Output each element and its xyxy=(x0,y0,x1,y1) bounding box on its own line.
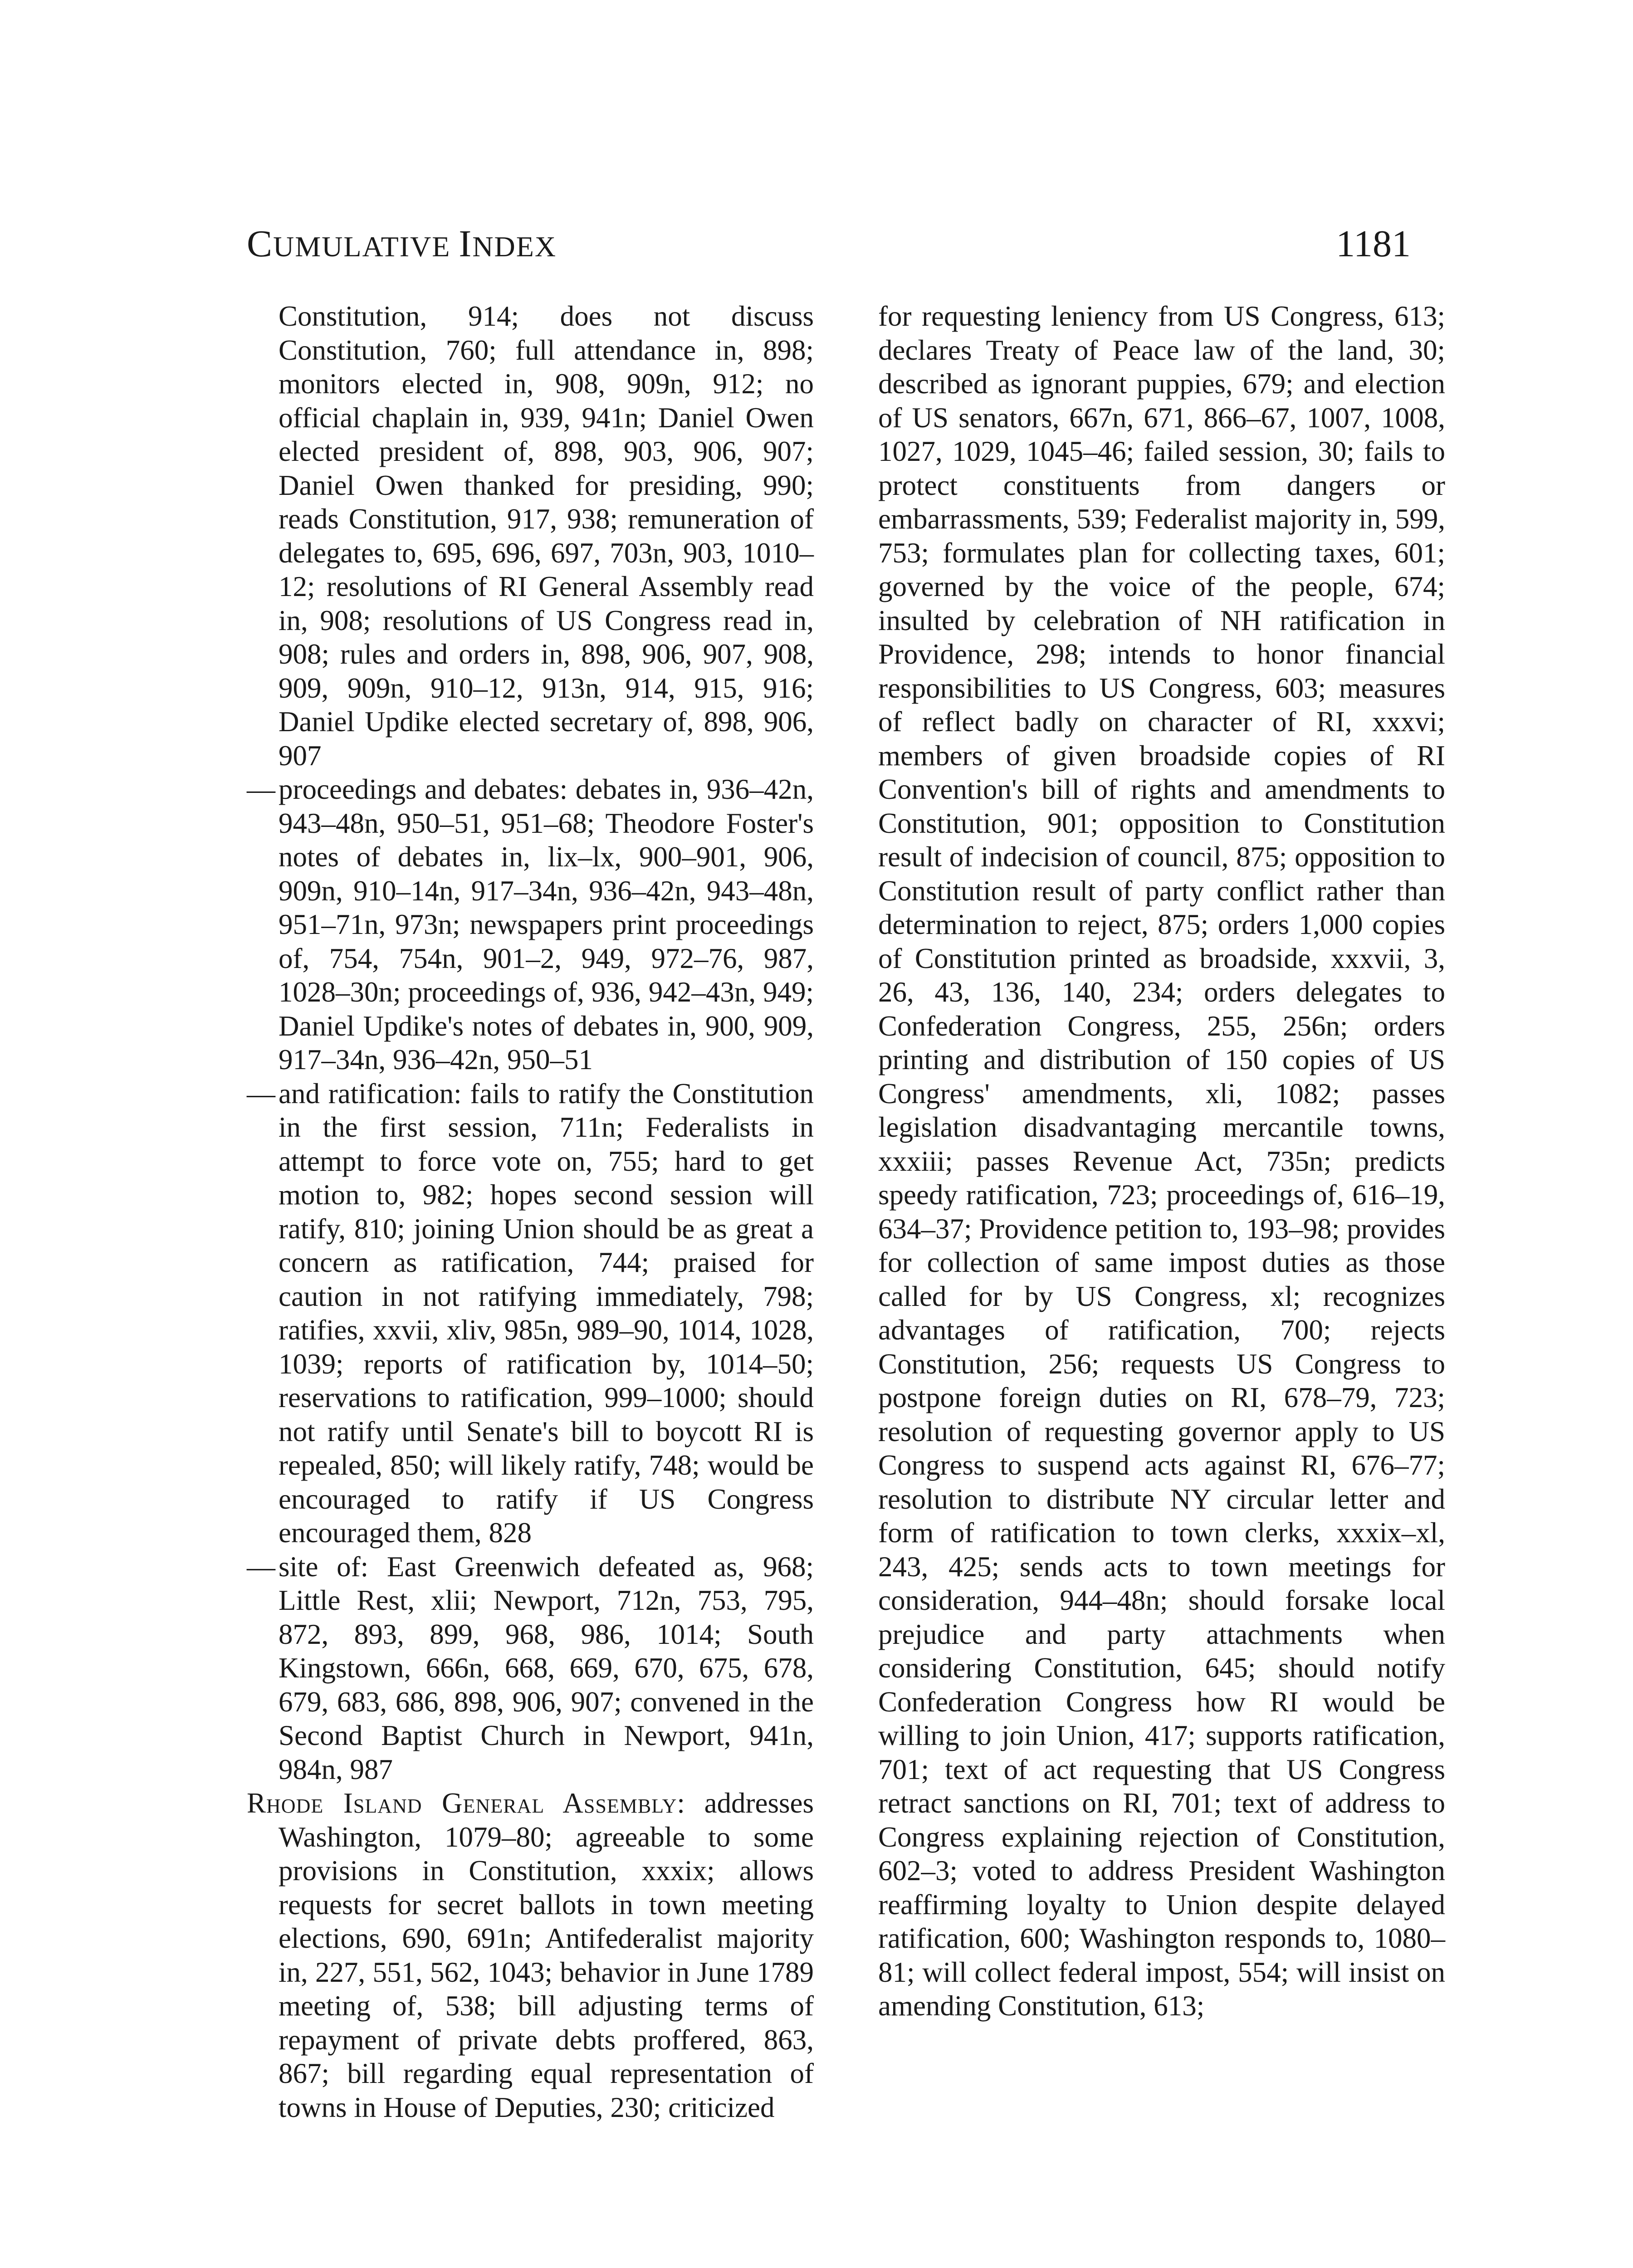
subentry-dash: — xyxy=(247,1550,275,1583)
subentry-dash: — xyxy=(247,1077,275,1110)
subentry-dash: — xyxy=(247,773,275,805)
main-entry-ri-general-assembly xyxy=(247,1786,814,2124)
left-column xyxy=(247,299,814,2124)
subentry-proceedings-and-debates xyxy=(247,772,814,1077)
running-head-initial: C xyxy=(247,223,274,265)
subentry-and-ratification xyxy=(247,1077,814,1550)
main-entry-heading: Rhode Island General Assembly xyxy=(247,1787,677,1819)
running-head-word-two: NDEX xyxy=(472,230,557,263)
running-head xyxy=(247,217,557,274)
main-entry-text: : addresses Washington, 1079–80; agreeable to some provisions in Constitution, xxxix; allows requests for secret ballots in town meeting elections, 690, 691n; Antifederalist majority in, 227, 551, 562, 1043; behavior in June 1789 meeting of, 538; bill adjusting terms of repayment of private debts proffered, 863, 867; bill regarding equal representation of towns in House of Deputies, 230; criticized xyxy=(279,1787,814,2123)
continued-entry-text: for requesting leniency from US Congress, 613; declares Treaty of Peace law of the land, 30; described as ignorant puppies, 679; and election of US senators, 667n, 671, 866–67, 1007, 1008, 1027, 1029, 1045–46; failed session, 30; fails to protect constituents from dangers or embarrassments, 539; Federalist majority in, 599, 753; formulates plan for collecting taxes, 601; governed by the voice of the people, 674; insulted by celebration of NH ratification in Providence, 298; intends to honor financial responsibilities to US Congress, 603; measures of reflect badly on character of RI, xxxvi; members of given broadside copies of RI Convention's bill of rights and amendments to Constitution, 901; opposition to Constitution result of indecision of council, 875; opposition to Constitution result of party conflict rather than determination to reject, 875; orders 1,000 copies of Constitution printed as broadside, xxxvii, 3, 26, 43, 136, 140, 234; orders delegates to Confederation Congress, 255, 256n; orders printing and distribution of 150 copies of US Congress' amendments, xli, 1082; passes legislation disadvantaging mercantile towns, xxxiii; passes Revenue Act, 735n; predicts speedy ratification, 723; proceedings of, 616–19, 634–37; Providence petition to, 193–98; provides for collection of same impost duties as those called for by US Congress, xl; recognizes advantages of ratification, 700; rejects Constitution, 256; requests US Congress to postpone foreign duties on RI, 678–79, 723; resolution of requesting governor apply to US Congress to suspend acts against RI, 676–77; resolution to distribute NY circular letter and form of ratification to town clerks, xxxix–xl, 243, 425; sends acts to town meetings for consideration, 944–48n; should forsake local prejudice and party attachments when considering Constitution, 645; should notify Confederation Congress how RI would be willing to join Union, 417; supports ratification, 701; text of act requesting that US Congress retract sanctions on RI, 701; text of address to Congress explaining rejection of Constitution, 602–3; voted to address President Washington reaffirming loyalty to Union despite delayed ratification, 600; Washington responds to, 1080–81; will collect federal impost, 554; will insist on amending Constitution, 613; xyxy=(878,300,1445,2022)
subentry-text: and ratification: fails to ratify the Constitution in the first session, 711n; Federalists in attempt to force vote on, 755; hard to get motion to, 982; hopes second session will ratify, 810; joining Union should be as great a concern as ratification, 744; praised for caution in not ratifying immediately, 798; ratifies, xxvii, xliv, 985n, 989–90, 1014, 1028, 1039; reports of ratification by, 1014–50; reservations to ratification, 999–1000; should not ratify until Senate's bill to boycott RI is repealed, 850; will likely ratify, 748; would be encouraged to ratify if US Congress encouraged them, 828 xyxy=(279,1077,814,1549)
page-number: 1181 xyxy=(1336,223,1411,265)
subentry-text: site of: East Greenwich defeated as, 968; Little Rest, xlii; Newport, 712n, 753, 795, 872, 893, 899, 968, 986, 1014; South Kingstown, 666n, 668, 669, 670, 675, 678, 679, 683, 686, 898, 906, 907; convened in the Second Baptist Church in Newport, 941n, 984n, 987 xyxy=(279,1550,814,1785)
subentry-text: proceedings and debates: debates in, 936–42n, 943–48n, 950–51, 951–68; Theodore Foster's notes of debates in, lix–lx, 900–901, 906, 909n, 910–14n, 917–34n, 936–42n, 943–48n, 951–71n, 973n; newspapers print proceedings of, 754, 754n, 901–2, 949, 972–76, 987, 1028–30n; proceedings of, 936, 942–43n, 949; Daniel Updike's notes of debates in, 900, 909, 917–34n, 936–42n, 950–51 xyxy=(279,773,814,1075)
subentry-site-of xyxy=(247,1550,814,1787)
running-head-second-initial: I xyxy=(459,223,473,265)
right-column xyxy=(878,299,1445,2023)
running-head-word-one: UMULATIVE xyxy=(273,230,459,263)
continued-entry-text: Constitution, 914; does not discuss Constitution, 760; full attendance in, 898; monitors elected in, 908, 909n, 912; no official chaplain in, 939, 941n; Daniel Owen elected president of, 898, 903, 906, 907; Daniel Owen thanked for presiding, 990; reads Constitution, 917, 938; remuneration of delegates to, 695, 696, 697, 703n, 903, 1010–12; resolutions of RI General Assembly read in, 908; resolutions of US Congress read in, 908; rules and orders in, 898, 906, 907, 908, 909, 909n, 910–12, 913n, 914, 915, 916; Daniel Updike elected secretary of, 898, 906, 907 xyxy=(279,300,814,772)
page-header xyxy=(247,217,1411,271)
